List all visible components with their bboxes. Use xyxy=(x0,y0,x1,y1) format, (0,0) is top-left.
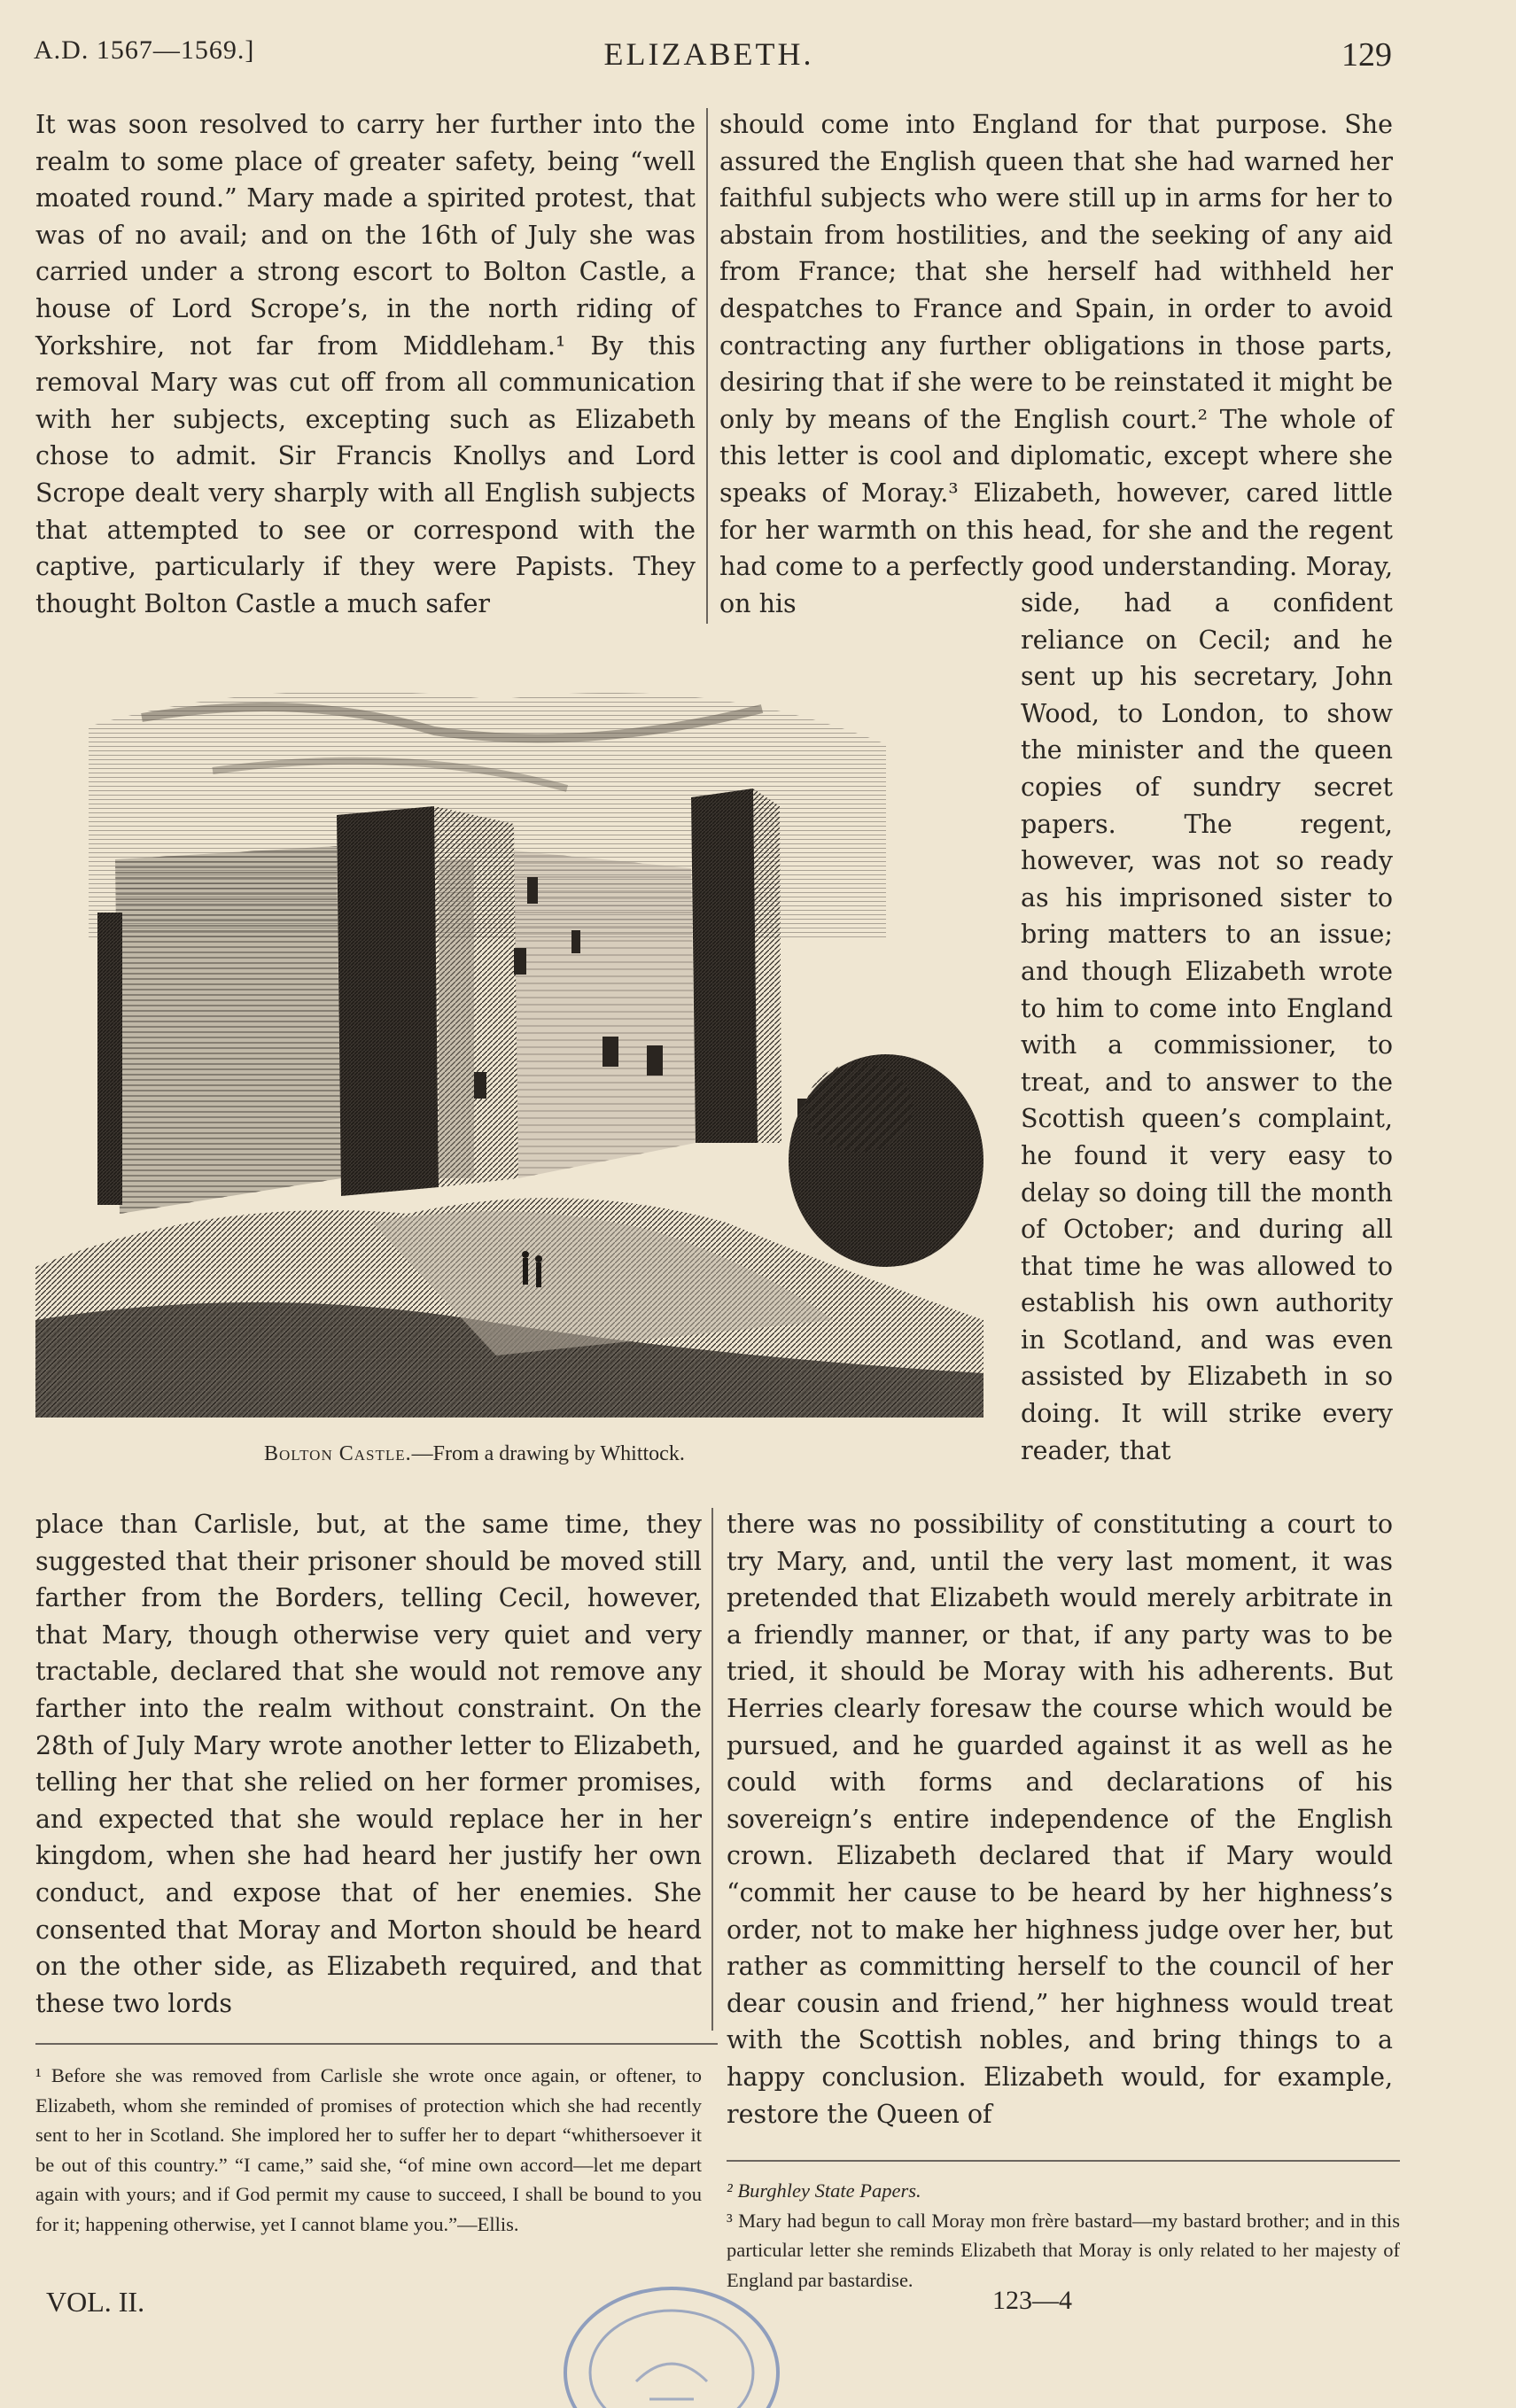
figure-caption-title: Bolton Castle. xyxy=(264,1442,412,1465)
footnote-3: ³ Mary had begun to call Moray mon frère bastard—my bastard brother; and in this particular letter she reminds Elizabeth that Moray is only related to her majesty of England par bastardise. xyxy=(727,2209,1400,2291)
footnote-rule-right xyxy=(727,2160,1400,2162)
paragraph: place than Carlisle, but, at the same time, they suggested that their prisoner should be moved still farther from the Borders, telling Cecil, however, that Mary, though otherwise very quiet and very tractable, declared that she would not remove any farther into the realm without constraint. On the 28th of July Mary wrote another letter to Elizabeth, telling her that she relied on her former promises, and expected that she would replace her in her kingdom, when she had heard her justify her own conduct, and expose that of her enemies. She consented that Moray and Morton should be heard on the other side, as Elizabeth required, and that these two lords xyxy=(35,1510,702,2018)
figure-caption-credit: —From a drawing by Whittock. xyxy=(411,1442,685,1465)
page-number: 129 xyxy=(1341,36,1392,74)
text-column-right-top xyxy=(719,106,1393,622)
paragraph: there was no possibility of constituting a court to try Mary, and, until the very last moment, it was pretended that Elizabeth would merely arbitrate in a friendly manner, or that, if any party was to be tried, it should be Moray with his adherents. But Herries clearly foresaw the course which would be pursued, and he guarded against it as well as he could with forms and declarations of his sovereign’s entire independence of the English crown. Elizabeth declared that if Mary would “commit her cause to be heard by her highness’s order, not to make her highness judge over her, but rather as committing herself to the council of her dear cousin and friend,” her highness would treat with the Scottish nobles, and bring things to a happy conclusion. Elizabeth would, for example, restore the Queen of xyxy=(727,1510,1393,2129)
paragraph: should come into England for that purpose. She assured the English queen that she had warned her faithful subjects who were still up in arms for her to abstain from hostilities, and the seeking of any aid from France; that she herself had withheld her despatches to France and Spain, in order to avoid contracting any further obligations in those parts, desiring that if she were to be reinstated it might be only by means of the English court.² The whole of this letter is cool and diplomatic, except where she speaks of Moray.³ Elizabeth, however, cared little for her warmth on this head, for she and the regent had come to a perfectly good understanding. Moray, on his xyxy=(719,110,1393,618)
running-head-title: ELIZABETH. xyxy=(603,36,814,72)
bolton-castle-engraving xyxy=(35,647,983,1418)
footnote-rule-left xyxy=(35,2043,718,2045)
text-column-beside-figure xyxy=(1021,585,1393,1469)
text-column-left-top xyxy=(35,106,696,622)
text-column-right-bottom xyxy=(727,1506,1393,2132)
paragraph: It was soon resolved to carry her further into the realm to some place of greater safety, being “well moated round.” Mary made a spirited protest, that was of no avail; and on the 16th of July she was carried under a strong escort to Bolton Castle, a house of Lord Scrope’s, in the north riding of Yorkshire, not far from Middleham.¹ By this removal Mary was cut off from all communication with her subjects, excepting such as Elizabeth chose to admit. Sir Francis Knollys and Lord Scrope dealt very sharply with all English subjects that attempted to see or correspond with the captive, particularly if they were Papists. They thought Bolton Castle a much safer xyxy=(35,110,696,618)
footnotes-right xyxy=(727,2176,1400,2295)
footnote-2: ² Burghley State Papers. xyxy=(727,2179,921,2202)
figure-caption xyxy=(264,1442,685,1466)
running-head-dates: A.D. 1567—1569.] xyxy=(34,35,255,65)
text-column-left-bottom xyxy=(35,1506,702,2022)
footnote-1: ¹ Before she was removed from Carlisle she wrote once again, or oftener, to Elizabeth, whom she reminded of promises of protection which she had recently sent to her in Scotland. She implored her to suffer her to depart “whithersoever it be out of this country.” “I came,” said she, “of mine own accord—let me depart again with yours; and if God permit my cause to succeed, I shall be bound to you for it; happening otherwise, yet I cannot blame you.”—Ellis. xyxy=(35,2064,702,2235)
library-stamp-icon xyxy=(539,2275,805,2408)
volume-label: VOL. II. xyxy=(46,2286,145,2318)
paragraph: side, had a confident reliance on Cecil; and he sent up his secretary, John Wood, to London, to show the minister and the queen copies of sundry secret papers. The regent, however, was not so ready as his imprisoned sister to bring matters to an issue; and though Elizabeth wrote to him to come into England with a commissioner, to treat, and to answer to the Scottish queen’s complaint, he found it very easy to delay so doing till the month of October; and during all that time he was allowed to establish his own authority in Scotland, and was even assisted by Elizabeth in so doing. It will strike every reader, that xyxy=(1021,588,1393,1465)
column-divider-top xyxy=(706,108,708,624)
signature-mark: 123—4 xyxy=(992,2286,1072,2315)
column-divider-bottom xyxy=(711,1508,713,2031)
